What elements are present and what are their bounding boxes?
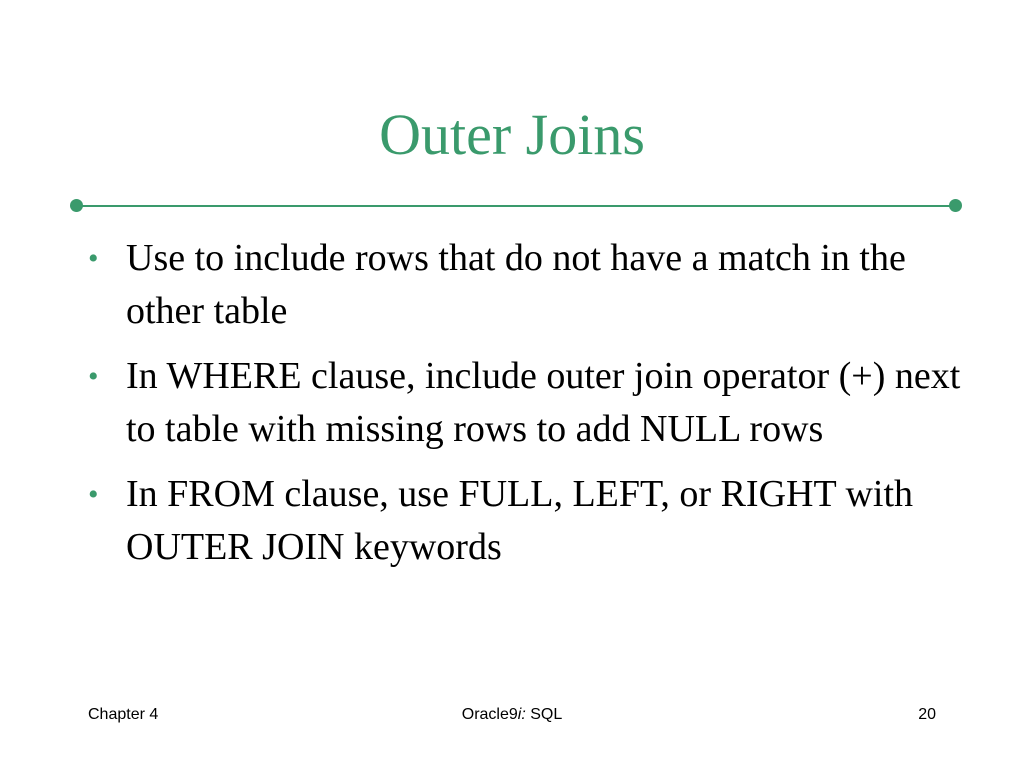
footer-page-number: 20 — [918, 706, 936, 723]
bullet-item — [88, 468, 968, 574]
bullet-item — [88, 232, 968, 338]
bullet-text: Use to include rows that do not have a match in the other table — [126, 237, 906, 332]
bullet-icon: • — [88, 242, 99, 275]
divider-left-dot — [70, 199, 83, 212]
bullet-text: In WHERE clause, include outer join operator (+) next to table with missing rows to add NULL rows — [126, 355, 961, 450]
title-divider — [76, 205, 956, 207]
bullet-item — [88, 350, 968, 456]
footer-chapter: Chapter 4 — [88, 706, 159, 723]
divider-right-dot — [949, 199, 962, 212]
footer-course-prefix: Oracle9 — [461, 706, 518, 723]
slide-title: Outer Joins — [379, 102, 645, 167]
bullet-list — [88, 232, 968, 586]
footer-course-suffix: SQL — [525, 706, 563, 723]
bullet-icon: • — [88, 478, 99, 511]
footer-course-title — [0, 706, 1024, 724]
bullet-icon: • — [88, 360, 99, 393]
footer-course-italic: i: — [517, 706, 526, 723]
bullet-text: In FROM clause, use FULL, LEFT, or RIGHT with OUTER JOIN keywords — [126, 473, 914, 568]
